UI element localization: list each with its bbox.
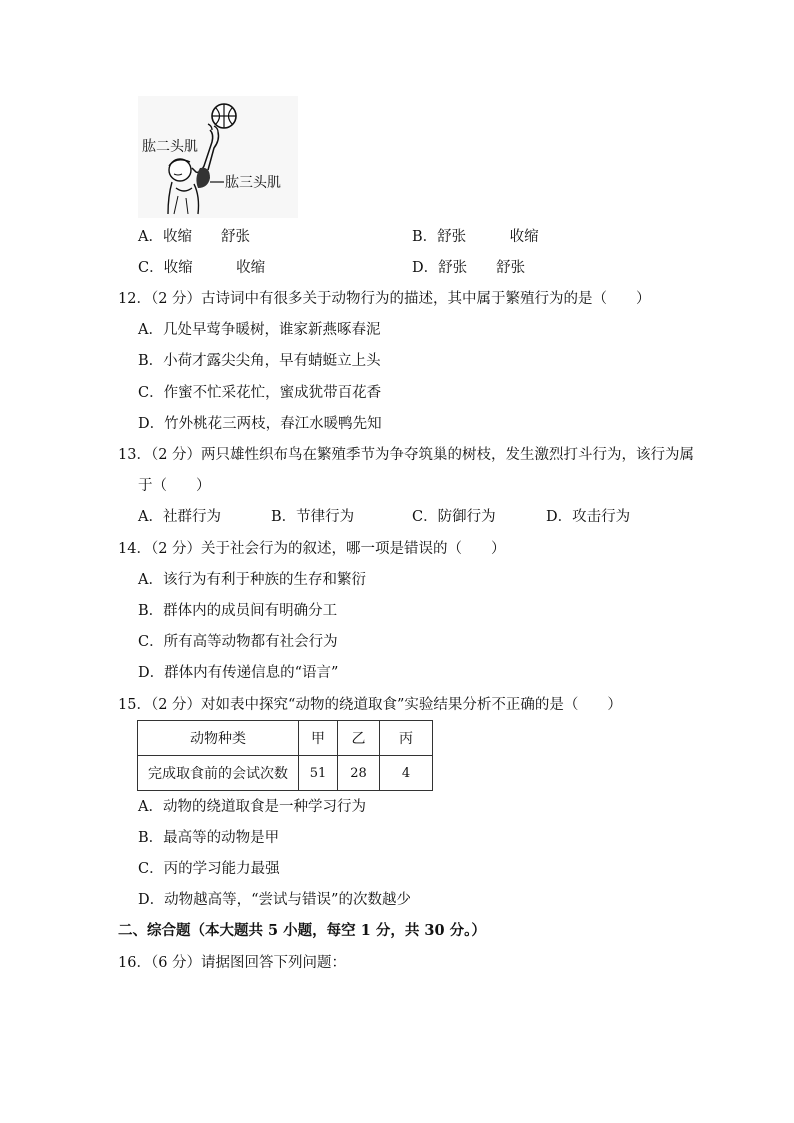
experiment-table xyxy=(137,720,433,791)
q13-stem-line1: 13．（2 分）两只雄性织布鸟在繁殖季节为争夺筑巢的树枝，发生激烈打斗行为，该行为属 xyxy=(118,447,695,463)
biceps-label: 肱二头肌 xyxy=(142,139,198,155)
q12-option-d: D．竹外桃花三两枝，春江水暖鸭先知 xyxy=(138,416,382,432)
q11-option-d: D．舒张 舒张 xyxy=(412,260,526,276)
q15-option-a: A．动物的绕道取食是一种学习行为 xyxy=(138,799,366,815)
q12-stem: 12．（2 分）古诗词中有很多关于动物行为的描述，其中属于繁殖行为的是（ ） xyxy=(118,291,651,307)
q12-option-a: A．几处早莺争暖树，谁家新燕啄春泥 xyxy=(138,322,381,338)
table-cell: 4 xyxy=(380,756,433,791)
q13-stem-line2: 于（ ） xyxy=(138,478,211,494)
q11-option-a: A．收缩 舒张 xyxy=(138,229,250,245)
q13-option-a: A．社群行为 xyxy=(138,509,221,525)
q15-option-c: C．丙的学习能力最强 xyxy=(138,861,280,877)
table-header-row xyxy=(138,721,433,756)
q13-option-b: B．节律行为 xyxy=(271,509,355,525)
table-cell: 完成取食前的会试次数 xyxy=(138,756,299,791)
table-header-cell: 乙 xyxy=(338,721,380,756)
table-header-cell: 动物种类 xyxy=(138,721,299,756)
table-header-cell: 丙 xyxy=(380,721,433,756)
table-row xyxy=(138,756,433,791)
section-title: 二、综合题（本大题共 5 小题，每空 1 分，共 30 分。） xyxy=(118,922,486,939)
q16-stem: 16．（6 分）请据图回答下列问题： xyxy=(118,955,347,971)
q11-option-b: B．舒张 收缩 xyxy=(412,229,539,245)
q13-option-d: D．攻击行为 xyxy=(546,509,631,525)
table-header-cell: 甲 xyxy=(299,721,338,756)
q14-stem: 14．（2 分）关于社会行为的叙述，哪一项是错误的（ ） xyxy=(118,541,506,557)
q11-option-c: C．收缩 收缩 xyxy=(138,260,266,276)
q13-option-c: C．防御行为 xyxy=(412,509,496,525)
q15-option-b: B．最高等的动物是甲 xyxy=(138,830,280,846)
q14-option-b: B．群体内的成员间有明确分工 xyxy=(138,603,338,619)
table-cell: 51 xyxy=(299,756,338,791)
arm-muscle-figure xyxy=(138,96,298,218)
q15-stem: 15．（2 分）对如表中探究“动物的绕道取食”实验结果分析不正确的是（ ） xyxy=(118,697,622,713)
q14-option-d: D．群体内有传递信息的“语言” xyxy=(138,665,339,681)
table-cell: 28 xyxy=(338,756,380,791)
q14-option-c: C．所有高等动物都有社会行为 xyxy=(138,634,338,650)
q15-option-d: D．动物越高等，“尝试与错误”的次数越少 xyxy=(138,892,411,908)
triceps-label: 肱三头肌 xyxy=(225,175,281,191)
q12-option-c: C．作蜜不忙采花忙，蜜成犹带百花香 xyxy=(138,385,382,401)
q14-option-a: A．该行为有利于种族的生存和繁衍 xyxy=(138,572,366,588)
q12-option-b: B．小荷才露尖尖角，早有蜻蜓立上头 xyxy=(138,353,381,369)
basketball-arm-illustration xyxy=(138,96,298,218)
